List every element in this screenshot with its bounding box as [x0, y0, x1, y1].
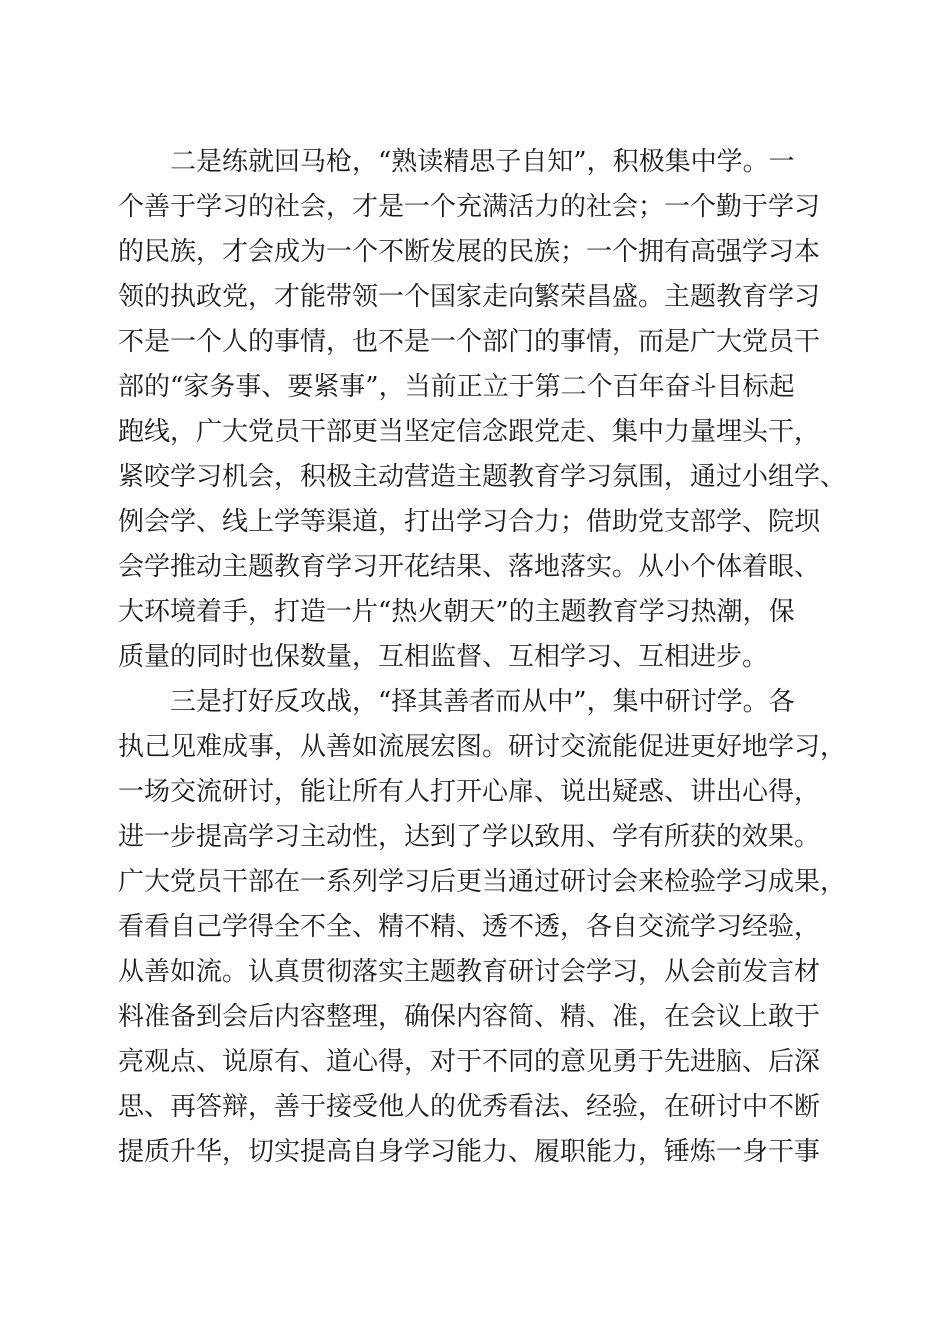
- text-line: 跑线，广大党员干部更当坚定信念跟党走、集中力量埋头干，: [118, 417, 821, 447]
- text-line: 会学推动主题教育学习开花结果、落地落实。从小个体着眼、: [118, 552, 821, 582]
- text-line: 三是打好反攻战，“择其善者而从中”，集中研讨学。各: [170, 687, 795, 717]
- text-line: 大环境着手，打造一片“热火朝天”的主题教育学习热潮，保: [118, 597, 795, 627]
- paragraph-2: [118, 680, 847, 1175]
- text-line: 例会学、线上学等渠道，打出学习合力；借助党支部学、院坝: [118, 507, 821, 537]
- paragraph-1: [118, 140, 847, 680]
- text-line: 紧咬学习机会，积极主动营造主题教育学习氛围，通过小组学、: [118, 462, 847, 492]
- text-line: 思、再答辩，善于接受他人的优秀看法、经验，在研讨中不断: [118, 1092, 821, 1122]
- text-line: 部的“家务事、要紧事”，当前正立于第二个百年奋斗目标起: [118, 372, 795, 402]
- text-line: 从善如流。认真贯彻落实主题教育研讨会学习，从会前发言材: [118, 957, 821, 987]
- text-line: 质量的同时也保数量，互相监督、互相学习、互相进步。: [118, 642, 769, 672]
- text-line: 领的执政党，才能带领一个国家走向繁荣昌盛。主题教育学习: [118, 282, 821, 312]
- text-line: 一场交流研讨，能让所有人打开心扉、说出疑惑、讲出心得，: [118, 777, 821, 807]
- text-line: 看看自己学得全不全、精不精、透不透，各自交流学习经验，: [118, 912, 821, 942]
- text-line: 进一步提高学习主动性，达到了学以致用、学有所获的效果。: [118, 822, 821, 852]
- text-line: 个善于学习的社会，才是一个充满活力的社会；一个勤于学习: [118, 192, 821, 222]
- text-line: 二是练就回马枪，“熟读精思子自知”，积极集中学。一: [170, 147, 795, 177]
- text-line: 执己见难成事，从善如流展宏图。研讨交流能促进更好地学习，: [118, 732, 847, 762]
- text-line: 不是一个人的事情，也不是一个部门的事情，而是广大党员干: [118, 327, 821, 357]
- text-line: 提质升华，切实提高自身学习能力、履职能力，锤炼一身干事: [118, 1137, 821, 1167]
- text-line: 的民族，才会成为一个不断发展的民族；一个拥有高强学习本: [118, 237, 821, 267]
- text-line: 亮观点、说原有、道心得，对于不同的意见勇于先进脑、后深: [118, 1047, 821, 1077]
- text-line: 料准备到会后内容整理，确保内容简、精、准，在会议上敢于: [118, 1002, 821, 1032]
- body-text: [118, 140, 847, 1175]
- text-line: 广大党员干部在一系列学习后更当通过研讨会来检验学习成果，: [118, 867, 847, 897]
